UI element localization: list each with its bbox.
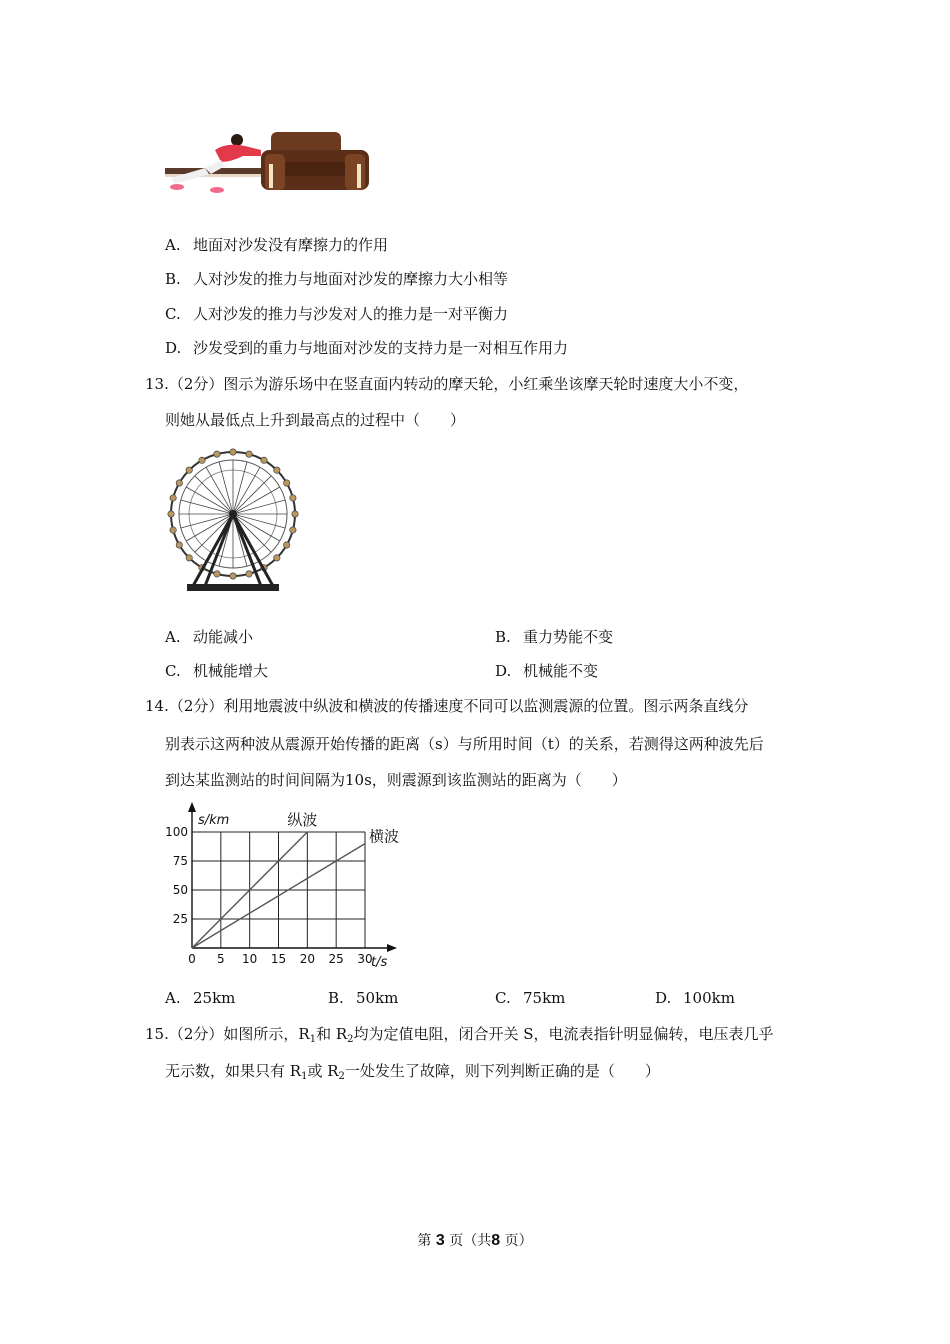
- person-shoe: [170, 184, 184, 190]
- question-number: 13.: [145, 375, 169, 393]
- wheel-cabin: [290, 527, 296, 533]
- q14-option-a: [165, 988, 235, 1008]
- series-label-transverse: 横波: [369, 827, 400, 846]
- option-label: A.: [165, 236, 181, 254]
- option-text: 25km: [193, 989, 236, 1007]
- option-label: D.: [165, 339, 182, 357]
- x-tick-label: 30: [357, 952, 373, 966]
- q14-stem-line3: 到达某监测站的时间间隔为10s，则震源到该监测站的距离为（ ）: [165, 771, 627, 789]
- subscript: 1: [309, 1034, 317, 1045]
- y-tick-label: 25: [172, 912, 188, 926]
- option-text: 人对沙发的推力与地面对沙发的摩擦力大小相等: [193, 270, 509, 288]
- option-label: B.: [328, 989, 344, 1007]
- wheel-cabin: [283, 480, 289, 486]
- sofa-arm: [265, 154, 285, 190]
- q13-stem-line1: [145, 374, 748, 394]
- question-text: 或 R: [307, 1062, 339, 1080]
- option-text: 100km: [683, 989, 735, 1007]
- option-label: D.: [655, 989, 672, 1007]
- option-text: 50km: [356, 989, 399, 1007]
- q14-option-c: [495, 988, 565, 1008]
- option-text: 地面对沙发没有摩擦力的作用: [193, 236, 389, 254]
- x-tick-label: 0: [188, 952, 196, 966]
- wheel-cabin: [176, 480, 182, 486]
- wheel-cabin: [274, 555, 280, 561]
- wheel-cabin: [230, 573, 236, 579]
- sofa-trim: [269, 164, 273, 188]
- q14-stem-line1: [145, 696, 748, 716]
- q13-option-a: [165, 627, 253, 647]
- question-number: 14.: [145, 697, 169, 715]
- wheel-cabin: [170, 527, 176, 533]
- wheel-cabin: [290, 495, 296, 501]
- wheel-cabin: [274, 467, 280, 473]
- wheel-cabin: [283, 542, 289, 548]
- question-text: 一处发生了故障，则下列判断正确的是（ ）: [344, 1062, 660, 1080]
- page-number: 3: [435, 1232, 445, 1249]
- option-label: B.: [495, 628, 511, 646]
- wheel-cabin: [214, 451, 220, 457]
- subscript: 2: [338, 1071, 345, 1082]
- wheel-cabin: [186, 467, 192, 473]
- wheel-base: [187, 584, 279, 591]
- q13-option-c: [165, 661, 268, 681]
- q13-stem-line2: 则她从最低点上升到最高点的过程中（ ）: [165, 411, 466, 429]
- series-label-longitudinal: 纵波: [287, 811, 318, 829]
- sofa-cushion: [285, 162, 345, 176]
- q13-option-d: [495, 661, 598, 681]
- option-label: D.: [495, 662, 512, 680]
- sofa-arm: [345, 154, 365, 190]
- q12-option-a: [165, 235, 388, 255]
- y-tick-label: 75: [172, 854, 188, 868]
- q12-option-c: [165, 304, 508, 324]
- y-tick-label: 50: [172, 883, 188, 897]
- wheel-cabin: [230, 449, 236, 455]
- y-axis-arrow: [188, 802, 196, 812]
- subscript: 2: [347, 1034, 354, 1045]
- page-total: 8: [491, 1232, 501, 1249]
- option-label: C.: [165, 305, 181, 323]
- page-footer: [0, 1230, 950, 1250]
- person-head: [231, 134, 243, 146]
- person-shoe: [210, 187, 224, 193]
- sofa-trim: [357, 164, 361, 188]
- wheel-cabin: [199, 457, 205, 463]
- x-tick-label: 20: [299, 952, 315, 966]
- q12-option-b: [165, 269, 508, 289]
- option-label: C.: [495, 989, 511, 1007]
- footer-text: 页）: [504, 1233, 533, 1249]
- x-axis-label: t/s: [371, 955, 388, 970]
- subscript: 1: [301, 1071, 308, 1082]
- option-text: 重力势能不变: [523, 628, 614, 646]
- option-text: 人对沙发的推力与沙发对人的推力是一对平衡力: [193, 305, 509, 323]
- question-text: 图示为游乐场中在竖直面内转动的摩天轮，小红乘坐该摩天轮时速度大小不变，: [223, 375, 749, 393]
- wheel-cabin: [261, 457, 267, 463]
- wheel-cabin: [214, 571, 220, 577]
- option-text: 75km: [523, 989, 566, 1007]
- y-tick-label: 100: [165, 825, 188, 839]
- x-tick-label: 5: [217, 952, 225, 966]
- y-axis-label: s/km: [198, 813, 230, 828]
- option-label: B.: [165, 270, 181, 288]
- q15-stem-line2: [165, 1061, 660, 1087]
- question-score: （2分）: [168, 697, 224, 715]
- question-score: （2分）: [168, 1025, 224, 1043]
- ferris-wheel-image: [165, 444, 305, 596]
- q14-option-b: [328, 988, 398, 1008]
- q12-sofa-image: [165, 128, 375, 196]
- wheel-cabin: [168, 511, 174, 517]
- wheel-cabin: [170, 495, 176, 501]
- s-t-chart: [160, 800, 410, 975]
- option-text: 机械能增大: [193, 662, 269, 680]
- q12-option-d: [165, 338, 568, 358]
- x-axis-arrow: [387, 944, 397, 952]
- question-text: 无示数，如果只有 R: [165, 1062, 302, 1080]
- question-text: 和 R: [316, 1025, 348, 1043]
- x-tick-label: 15: [270, 952, 287, 966]
- question-number: 15.: [145, 1025, 169, 1043]
- wheel-cabin: [292, 511, 298, 517]
- option-label: A.: [165, 989, 181, 1007]
- option-label: A.: [165, 628, 181, 646]
- wheel-cabin: [246, 451, 252, 457]
- question-text: 如图所示，R: [223, 1025, 310, 1043]
- x-tick-label: 25: [328, 952, 344, 966]
- q14-option-d: [655, 988, 735, 1008]
- footer-text: 页（共: [449, 1233, 492, 1249]
- wheel-cabin: [176, 542, 182, 548]
- question-text: 利用地震波中纵波和横波的传播速度不同可以监测震源的位置。图示两条直线分: [223, 697, 749, 715]
- option-text: 机械能不变: [523, 662, 599, 680]
- option-text: 沙发受到的重力与地面对沙发的支持力是一对相互作用力: [193, 339, 569, 357]
- x-tick-label: 10: [242, 952, 258, 966]
- wheel-cabin: [186, 555, 192, 561]
- option-label: C.: [165, 662, 181, 680]
- person-shirt: [215, 145, 261, 162]
- option-text: 动能减小: [193, 628, 254, 646]
- q14-stem-line2: 别表示这两种波从震源开始传播的距离（s）与所用时间（t）的关系，若测得这两种波先后: [165, 735, 764, 753]
- question-score: （2分）: [168, 375, 224, 393]
- q13-option-b: [495, 627, 613, 647]
- q15-stem-line1: [145, 1024, 774, 1050]
- footer-text: 第: [417, 1233, 432, 1249]
- wheel-cabin: [246, 571, 252, 577]
- question-text: 均为定值电阻，闭合开关 S，电流表指针明显偏转，电压表几乎: [353, 1025, 774, 1043]
